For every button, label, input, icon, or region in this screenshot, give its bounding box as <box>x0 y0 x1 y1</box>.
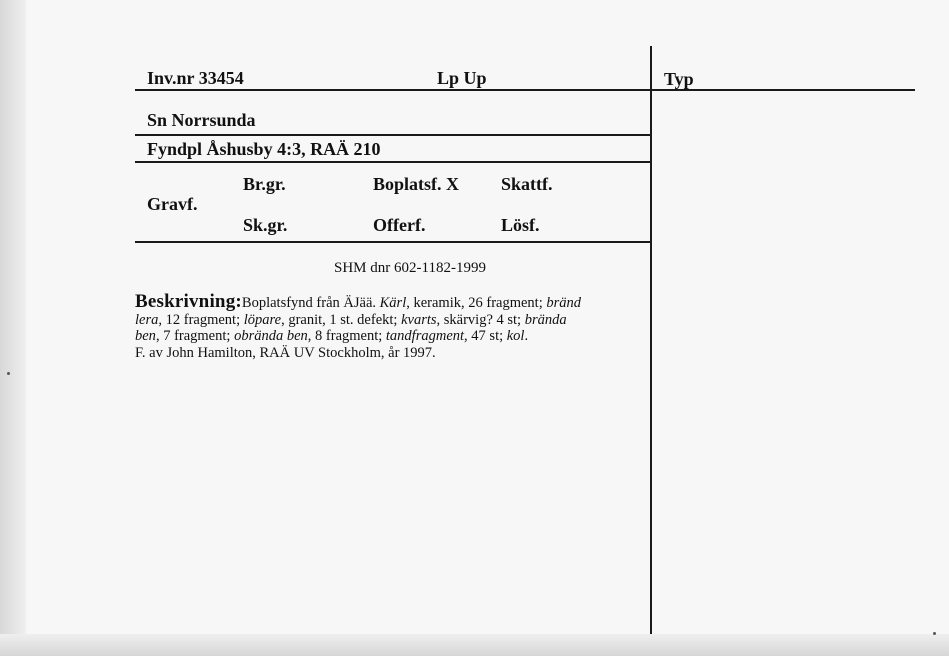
shm-dnr: SHM dnr 602-1182-1999 <box>334 260 486 276</box>
rule-sn <box>135 134 650 136</box>
description-line-3: ben, 7 fragment; obrända ben, 8 fragment; tandfragment, 47 st; kol. <box>135 328 529 344</box>
scan-speck <box>933 632 936 635</box>
card-left-edge <box>0 0 26 656</box>
parish-field: Sn Norrsunda <box>147 110 256 130</box>
description-line-4: F. av John Hamilton, RAÄ UV Stockholm, år 1997. <box>135 344 436 361</box>
description-line-1: Beskrivning:Boplatsfynd från ÄJää. Kärl, keramik, 26 fragment; bränd <box>135 291 582 312</box>
rule-type-grid <box>135 241 650 243</box>
losf-label: Lösf. <box>501 215 540 235</box>
boplatsf-label: Boplatsf. X <box>373 174 460 194</box>
skattf-label: Skattf. <box>501 174 553 194</box>
offerf-label: Offerf. <box>373 215 426 235</box>
description-line-2: lera, 12 fragment; löpare, granit, 1 st. defekt; kvarts, skärvig? 4 st; brända <box>135 311 567 328</box>
lp-up-label: Lp Up <box>437 68 487 88</box>
column-divider <box>650 46 652 634</box>
gravf-label: Gravf. <box>147 194 198 214</box>
scan-speck <box>7 372 10 375</box>
rule-header <box>135 89 915 91</box>
br-gr-label: Br.gr. <box>243 174 286 194</box>
typ-label: Typ <box>664 69 694 89</box>
description-label: Beskrivning: <box>135 291 242 312</box>
rule-fyndpl <box>135 161 650 163</box>
inventory-number: Inv.nr 33454 <box>147 68 244 88</box>
card-bottom-edge <box>0 634 949 656</box>
description-block <box>135 291 635 361</box>
find-place-field: Fyndpl Åshusby 4:3, RAÄ 210 <box>147 139 381 159</box>
sk-gr-label: Sk.gr. <box>243 215 288 235</box>
